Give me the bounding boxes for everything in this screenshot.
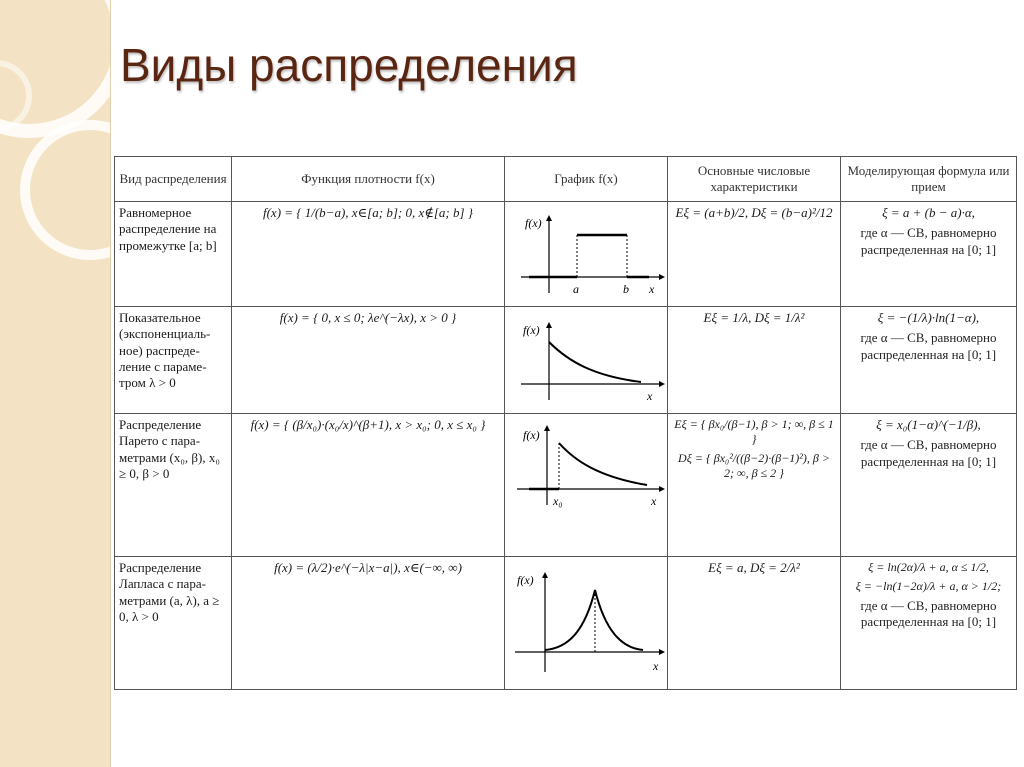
table-header-row [115, 157, 1017, 202]
table-row-uniform [115, 202, 1017, 307]
header-density: Функция плотности f(x) [232, 157, 505, 202]
density-formula: f(x) = { 0, x ≤ 0; λe^(−λx), x > 0 } [232, 307, 505, 414]
header-type: Вид распределения [115, 157, 232, 202]
graph-x-label: x [649, 282, 655, 296]
model-cell [841, 557, 1017, 690]
graph-fx-label: f(x) [517, 573, 534, 587]
distributions-table [114, 156, 1017, 690]
decorative-circle [20, 120, 111, 260]
stats-expectation: Eξ = { βx₀/(β−1), β > 1; ∞, β ≤ 1 } [674, 417, 834, 446]
table-row-laplace [115, 557, 1017, 690]
header-model: Моделирующая формула или прием [841, 157, 1017, 202]
model-formula-1: ξ = ln(2α)/λ + a, α ≤ 1/2, [868, 560, 989, 574]
distribution-name: Показательное (экспоненциаль-ное) распреде-ление с параме-тром λ > 0 [115, 307, 232, 414]
exponential-graph [509, 310, 671, 410]
density-formula: f(x) = { (β/x₀)·(x₀/x)^(β+1), x > x₀; 0, x ≤ x₀ } [232, 414, 505, 557]
graph-b-label: b [623, 282, 629, 296]
slide-title: Виды распределения [120, 39, 578, 91]
density-formula: f(x) = (λ/2)·e^(−λ|x−a|), x∈(−∞, ∞) [232, 557, 505, 690]
graph-x-label: x [653, 659, 659, 673]
laplace-graph [509, 560, 671, 686]
stats-cell [668, 414, 841, 557]
uniform-graph [509, 205, 671, 303]
graph-x0-label: x₀ [553, 494, 563, 508]
density-formula: f(x) = { 1/(b−a), x∈[a; b]; 0, x∉[a; b] } [232, 202, 505, 307]
model-cell [841, 307, 1017, 414]
graph-a-label: a [573, 282, 579, 296]
model-formula-2: ξ = −ln(1−2α)/λ + a, α > 1/2; [855, 579, 1002, 593]
graph-fx-label: f(x) [523, 323, 540, 337]
model-cell [841, 202, 1017, 307]
stats-formula: Eξ = a, Dξ = 2/λ² [668, 557, 841, 690]
graph-laplace [505, 557, 668, 690]
header-stats: Основные числовые характеристики [668, 157, 841, 202]
graph-x-label: x [647, 389, 653, 403]
graph-fx-label: f(x) [523, 428, 540, 442]
model-note: где α — СВ, равномерно распределенная на [0; 1] [860, 330, 997, 362]
stats-formula: Eξ = (a+b)/2, Dξ = (b−a)²/12 [668, 202, 841, 307]
header-graph: График f(x) [505, 157, 668, 202]
model-formula: ξ = −(1/λ)·ln(1−α), [877, 310, 980, 325]
graph-exponential [505, 307, 668, 414]
graph-x-label: x [651, 494, 657, 508]
model-note: где α — СВ, равномерно распределенная на [0; 1] [860, 225, 997, 257]
decorative-sidebar [0, 0, 111, 767]
graph-uniform [505, 202, 668, 307]
graph-fx-label: f(x) [525, 216, 542, 230]
stats-formula: Eξ = 1/λ, Dξ = 1/λ² [668, 307, 841, 414]
model-note: где α — СВ, равномерно распределенная на [0; 1] [860, 437, 997, 469]
model-cell [841, 414, 1017, 557]
table-row-pareto [115, 414, 1017, 557]
distribution-name: Распределение Лапласа с пара-метрами (a, λ), a ≥ 0, λ > 0 [115, 557, 232, 690]
stats-variance: Dξ = { βx₀²/((β−2)·(β−1)²), β > 2; ∞, β ≤ 2 } [678, 451, 830, 480]
table-row-exponential [115, 307, 1017, 414]
model-note: где α — СВ, равномерно распределенная на [0; 1] [860, 598, 997, 630]
model-formula: ξ = x₀(1−α)^(−1/β), [876, 417, 981, 432]
graph-pareto [505, 414, 668, 557]
distribution-name: Равномерное распределение на промежутке [a; b] [115, 202, 232, 307]
distribution-name: Распределение Парето с пара-метрами (x₀, β), x₀ ≥ 0, β > 0 [115, 414, 232, 557]
model-formula: ξ = a + (b − a)·α, [882, 205, 975, 220]
pareto-graph [509, 417, 671, 553]
